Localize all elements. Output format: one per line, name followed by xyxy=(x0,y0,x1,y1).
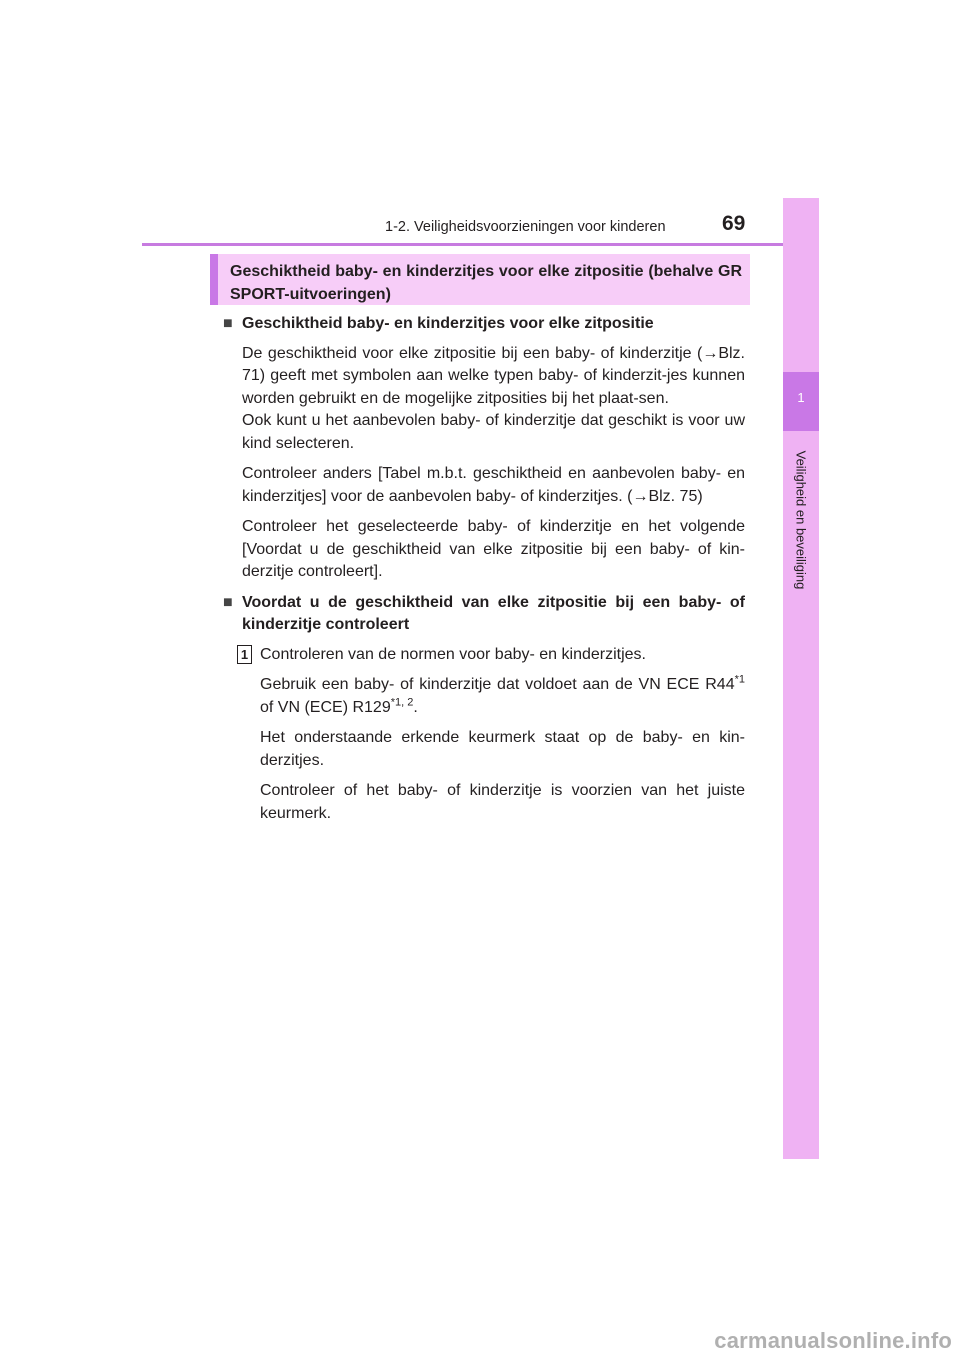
header-rule xyxy=(142,243,818,246)
side-tab-chapter-title: Veiligheid en beveiliging xyxy=(793,450,809,590)
page-reference-link[interactable]: Blz. 75 xyxy=(648,487,698,505)
paragraph-text: Ook kunt u het aanbevolen baby- of kinderzitje dat geschikt is voor uw kind selecteren. xyxy=(242,412,745,452)
section-title-box xyxy=(210,254,750,305)
paragraph-text: . xyxy=(413,698,418,716)
paragraph-text: De geschiktheid voor elke zitpositie bij een baby- of kinderzitje ( xyxy=(242,344,703,362)
section-title: Geschiktheid baby- en kinderzitjes voor elke zitpositie (behalve GR SPORT-uitvoeringen) xyxy=(230,263,742,303)
body-paragraph xyxy=(223,343,745,456)
numbered-step xyxy=(223,644,745,667)
side-tab-strip xyxy=(783,198,819,1159)
subsection-heading xyxy=(223,592,745,637)
step-text: Controleren van de normen voor baby- en kinderzitjes. xyxy=(260,645,646,663)
step-paragraph: Controleer of het baby- of kinderzitje is voorzien van het juiste keurmerk. xyxy=(260,782,745,822)
subsection-heading-text: Geschiktheid baby- en kinderzitjes voor elke zitpositie xyxy=(242,315,654,332)
page-number: 69 xyxy=(722,212,746,235)
square-bullet-icon: ■ xyxy=(223,315,233,332)
paragraph-text: of VN (ECE) R129 xyxy=(260,698,391,716)
subsection-heading xyxy=(223,313,745,336)
paragraph-text: ) xyxy=(697,487,703,505)
main-content xyxy=(223,313,745,833)
step-number-badge: 1 xyxy=(237,645,252,664)
side-tab-chapter-number: 1 xyxy=(797,390,805,405)
watermark-logo: carmanualsonline.info xyxy=(714,1328,952,1353)
arrow-icon: → xyxy=(632,487,649,505)
paragraph-text: Controleer anders [Tabel m.b.t. geschiktheid en aanbevolen baby- en kinderzitjes] voor de aanbevolen baby- of kinderzitjes. ( xyxy=(242,465,745,505)
body-paragraph: Controleer het geselecteerde baby- of kinderzitje en het volgende [Voordat u de geschiktheid van elke zitpositie bij een baby- of kin-derzitje controleert]. xyxy=(242,518,745,580)
running-head-title: 1-2. Veiligheidsvoorzieningen voor kinderen xyxy=(385,219,666,235)
page-reference-link[interactable]: Blz. 71 xyxy=(242,344,745,384)
footnote-marker: *1, 2 xyxy=(390,696,414,709)
footnote-marker: *1 xyxy=(734,673,745,686)
arrow-icon: → xyxy=(702,344,719,362)
step-paragraph xyxy=(223,674,745,719)
paragraph-text: ) geeft met symbolen aan welke typen baby- of kinderzit-jes kunnen worden gebruikt en de mogelijke zitposities bij het plaat-sen. xyxy=(242,367,745,407)
square-bullet-icon: ■ xyxy=(223,593,233,611)
paragraph-text: Gebruik een baby- of kinderzitje dat voldoet aan de VN ECE R44 xyxy=(260,676,735,693)
subsection-heading-text: Voordat u de geschiktheid van elke zitpositie bij een baby- of kinderzitje controleert xyxy=(242,593,745,633)
step-paragraph: Het onderstaande erkende keurmerk staat op de baby- en kin-derzitjes. xyxy=(260,729,745,769)
body-paragraph xyxy=(223,463,745,508)
